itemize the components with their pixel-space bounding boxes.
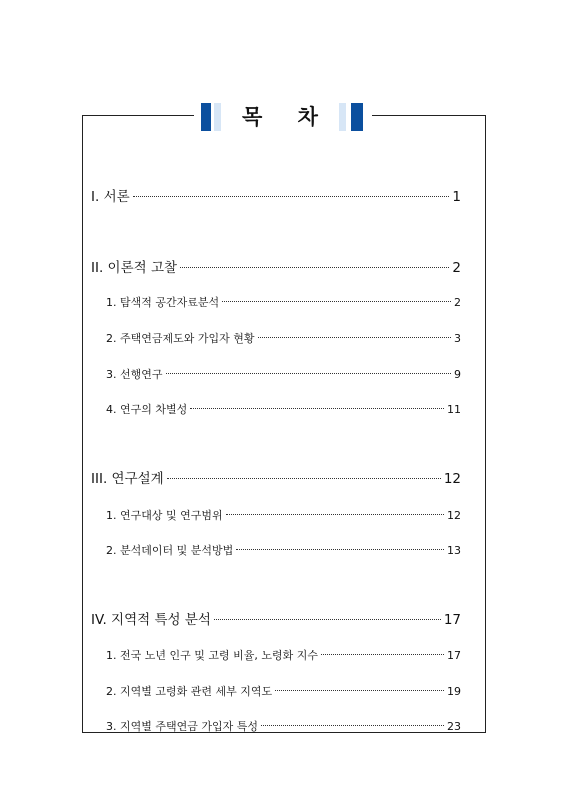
toc-chapter-3[interactable] [91,467,461,487]
toc-leader-dots [321,654,444,655]
toc-page-number: 12 [443,471,461,487]
toc-section-label: 2. 분석데이터 및 분석방법 [106,544,234,557]
toc-page-number: 17 [443,612,461,628]
toc-leader-dots [236,549,444,550]
toc-leader-dots [222,301,451,302]
toc-section-label: 3. 지역별 주택연금 가입자 특성 [106,720,258,733]
toc-page-number: 2 [452,260,461,276]
toc-page-number: 2 [454,296,461,309]
toc-page-number: 13 [447,544,461,557]
toc-chapter-label: IV. 지역적 특성 분석 [91,612,211,628]
toc-section-2-2[interactable] [106,330,461,346]
toc-section-2-4[interactable] [106,401,461,417]
toc-leader-dots [275,690,444,691]
title-decor-bar-left-dark [201,103,211,131]
toc-page-number: 12 [447,509,461,522]
page-title: 목 차 [242,105,332,129]
toc-leader-dots [166,373,452,374]
toc-section-3-1[interactable] [106,507,461,523]
toc-page-number: 11 [447,403,461,416]
toc-section-label: 2. 주택연금제도와 가입자 현황 [106,332,255,345]
toc-section-label: 1. 탐색적 공간자료분석 [106,296,220,309]
toc-chapter-label: III. 연구설계 [91,471,164,487]
toc-leader-dots [226,514,444,515]
title-decor-bar-right-light [339,103,346,131]
toc-chapter-label: I. 서론 [91,189,130,205]
toc-chapter-2[interactable] [91,256,461,276]
toc-section-label: 2. 지역별 고령화 관련 세부 지역도 [106,685,273,698]
toc-leader-dots [180,267,449,268]
title-decor-bar-left-light [214,103,221,131]
toc-page-number: 3 [454,332,461,345]
toc-chapter-4[interactable] [91,608,461,628]
toc-leader-dots [214,619,441,620]
toc-page-number: 9 [454,368,461,381]
toc-chapter-label: II. 이론적 고찰 [91,260,178,276]
toc-section-4-2[interactable] [106,683,461,699]
toc-leader-dots [190,408,444,409]
toc-section-4-3[interactable] [106,718,461,734]
toc-page-number: 23 [447,720,461,733]
toc-page-number: 1 [452,189,461,205]
toc-section-label: 1. 연구대상 및 연구범위 [106,509,223,522]
toc-leader-dots [258,337,452,338]
toc-leader-dots [167,478,441,479]
toc-section-label: 1. 전국 노년 인구 및 고령 비율, 노령화 지수 [106,649,318,662]
toc-leader-dots [133,196,450,197]
toc-section-3-2[interactable] [106,542,461,558]
toc-section-2-1[interactable] [106,294,461,310]
toc-section-label: 4. 연구의 차별성 [106,403,188,416]
toc-section-2-3[interactable] [106,366,461,382]
title-decor-bar-right-dark [351,103,363,131]
toc-frame [82,115,486,733]
toc-page-number: 17 [447,649,461,662]
toc-chapter-1[interactable] [91,185,461,205]
toc-page-number: 19 [447,685,461,698]
toc-section-4-1[interactable] [106,647,461,663]
toc-section-label: 3. 선행연구 [106,368,163,381]
toc-leader-dots [261,725,444,726]
